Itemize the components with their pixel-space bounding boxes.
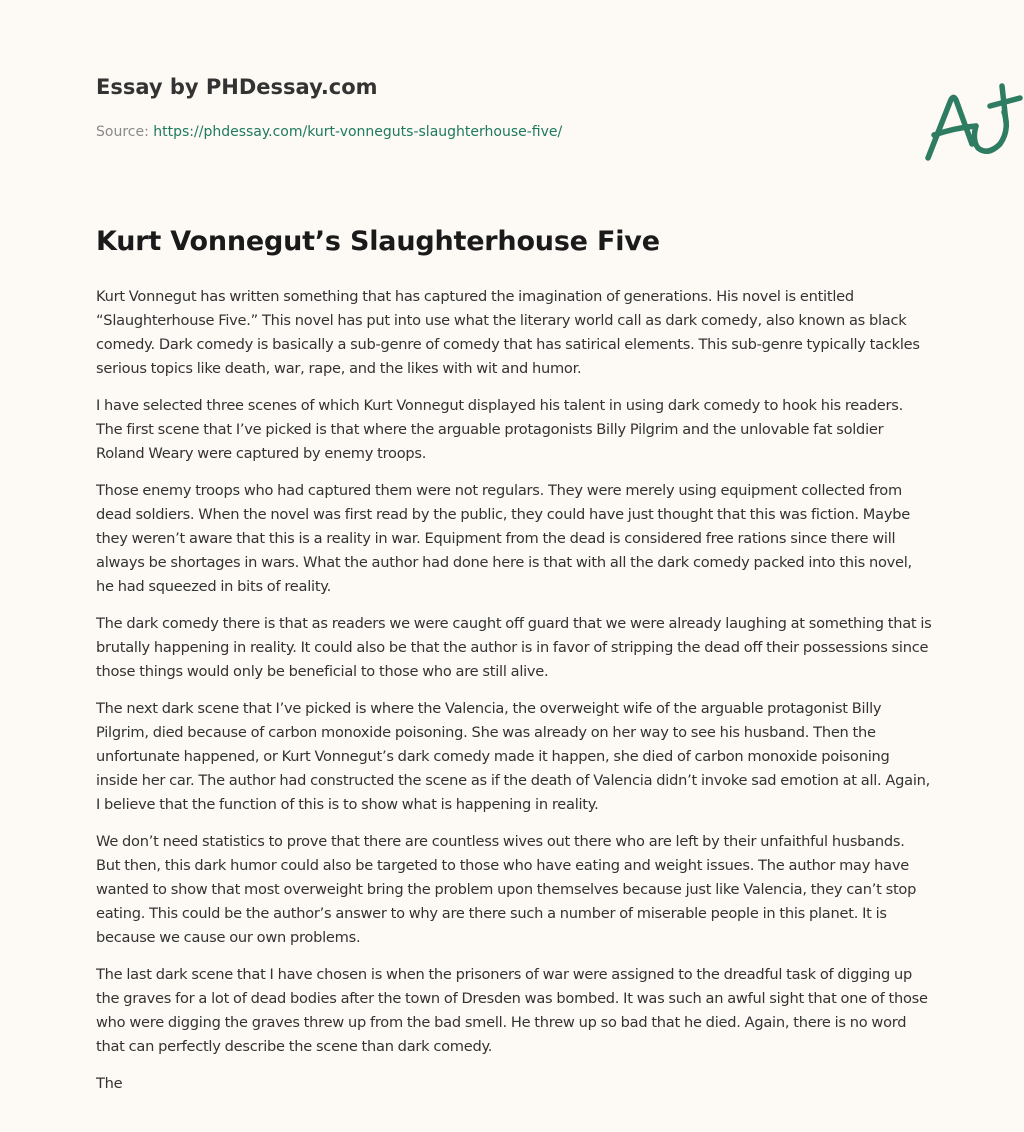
essay-paragraph: Kurt Vonnegut has written something that has captured the imagination of generations. His novel is entitled “Slaughterhouse Five.” This novel has put into use what the literary world call as dark comedy, also known as black comedy. Dark comedy is basically a sub-genre of comedy that has satirical elements. This sub-genre typically tackles serious topics like death, war, rape, and the likes with wit and humor. xyxy=(96,288,920,377)
essay-paragraph: The next dark scene that I’ve picked is where the Valencia, the overweight wife of the arguable protagonist Billy Pilgrim, died because of carbon monoxide poisoning. She was already on her way to see his husband. Then the unfortunate happened, or Kurt Vonnegut’s dark comedy made it happen, she died of carbon monoxide poisoning inside her car. The author had constructed the scene as if the death of Valencia didn’t invoke sad emotion at all. Again, I believe that the function of this is to show what is happening in reality. xyxy=(96,700,931,813)
source-label: Source: xyxy=(96,124,154,140)
essay-title: Kurt Vonnegut’s Slaughterhouse Five xyxy=(96,226,660,257)
essay-paragraph: We don’t need statistics to prove that there are countless wives out there who are left by their unfaithful husbands. But then, this dark humor could also be targeted to those who have eating and weight issues. The author may have wanted to show that most overweight bring the problem upon themselves because just like Valencia, they can’t stop eating. This could be the author’s answer to why are there such a number of miserable people in this planet. It is because we cause our own problems. xyxy=(96,833,917,946)
essay-paragraph: The dark comedy there is that as readers we were caught off guard that we were already laughing at something that is brutally happening in reality. It could also be that the author is in favor of stripping the dead off their possessions since those things would only be beneficial to those who are still alive. xyxy=(96,615,932,680)
a-plus-grade-icon xyxy=(920,68,1024,164)
essay-body xyxy=(96,285,932,1109)
essay-paragraph: Those enemy troops who had captured them were not regulars. They were merely using equipment collected from dead soldiers. When the novel was first read by the public, they could have just thought that this was fiction. Maybe they weren’t aware that this is a reality in war. Equipment from the dead is considered free rations since there will always be shortages in wars. What the author had done here is that with all the dark comedy packed into this novel, he had squeezed in bits of reality. xyxy=(96,482,912,595)
essay-paragraph: The xyxy=(96,1075,123,1092)
essay-paragraph: The last dark scene that I have chosen is when the prisoners of war were assigned to the dreadful task of digging up the graves for a lot of dead bodies after the town of Dresden was bombed. It was such an awful sight that one of those who were digging the graves threw up from the bad smell. He threw up so bad that he died. Again, there is no word that can perfectly describe the scene than dark comedy. xyxy=(96,966,928,1055)
source-line xyxy=(96,124,562,140)
source-link[interactable]: https://phdessay.com/kurt-vonneguts-slaughterhouse-five/ xyxy=(153,124,563,140)
essay-paragraph: I have selected three scenes of which Kurt Vonnegut displayed his talent in using dark comedy to hook his readers. The first scene that I’ve picked is that where the arguable protagonists Billy Pilgrim and the unlovable fat soldier Roland Weary were captured by enemy troops. xyxy=(96,397,903,462)
site-brand: Essay by PHDessay.com xyxy=(96,75,378,99)
